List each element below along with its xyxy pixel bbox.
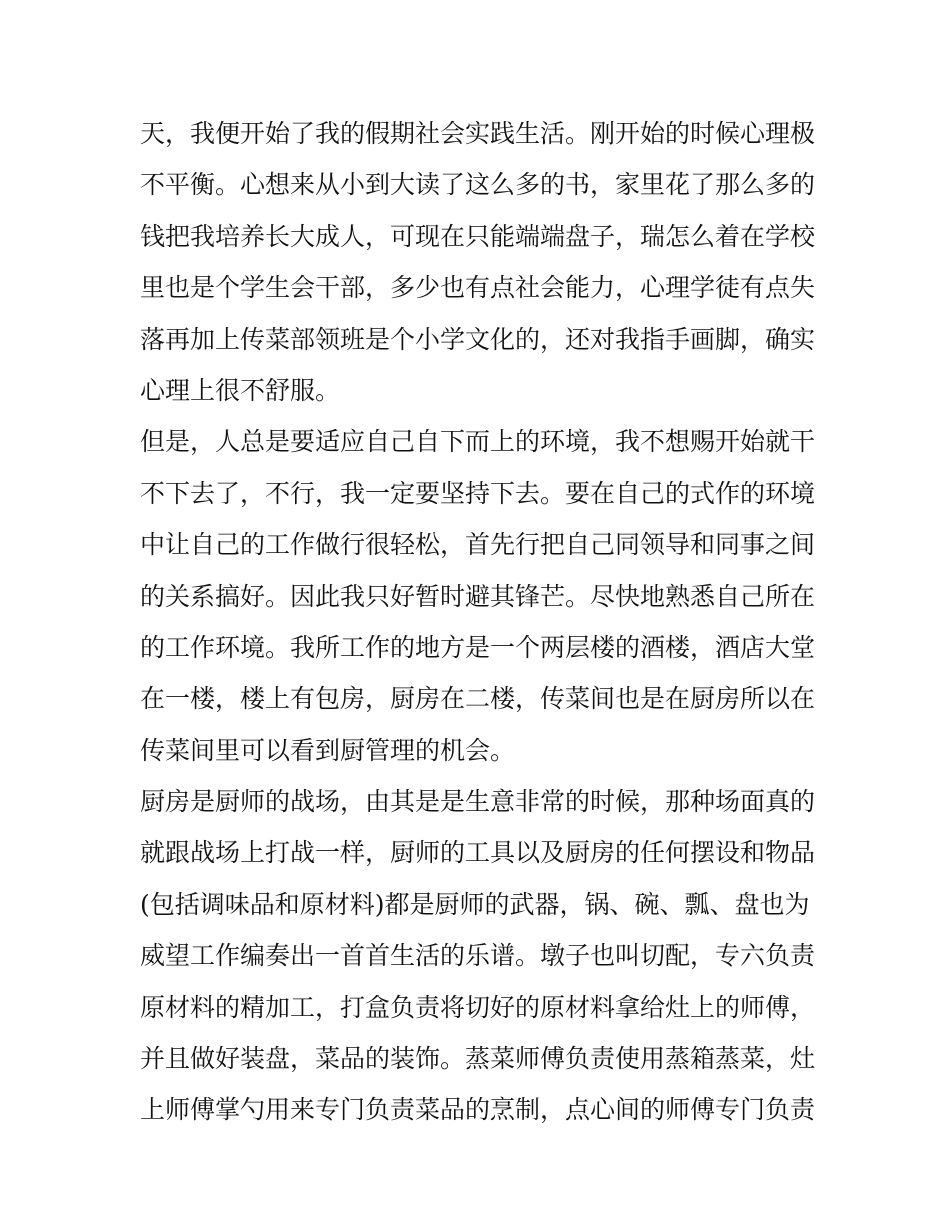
text-line: 厨房是厨师的战场，由其是是生意非常的时候，那种场面真的 bbox=[140, 787, 816, 817]
text-line: 原材料的精加工，打盒负责将切好的原材料拿给灶上的师傅， bbox=[140, 992, 816, 1022]
text-line: 但是，人总是要适应自己自下而上的环境，我不想赐开始就干 bbox=[140, 427, 816, 457]
text-line: 威望工作编奏出一首首生活的乐谱。墩子也叫切配，专六负责 bbox=[140, 941, 816, 971]
text-line: 的工作环境。我所工作的地方是一个两层楼的酒楼，酒店大堂 bbox=[140, 632, 816, 662]
text-line: 心理上很不舒服。 bbox=[140, 375, 341, 405]
text-line: 的关系搞好。因此我只好暂时避其锋芒。尽快地熟悉自己所在 bbox=[140, 581, 816, 611]
document-body bbox=[140, 108, 820, 1136]
text-line: 就跟战场上打战一样，厨师的工具以及厨房的任何摆设和物品 bbox=[140, 838, 816, 868]
text-line: 并且做好装盘，菜品的装饰。蒸菜师傅负责使用蒸箱蒸菜，灶 bbox=[140, 1044, 816, 1074]
text-line: 不平衡。心想来从小到大读了这么多的书，家里花了那么多的 bbox=[140, 170, 816, 200]
text-line: 里也是个学生会干部，多少也有点社会能力，心理学徒有点失 bbox=[140, 273, 816, 303]
text-line: 落再加上传菜部领班是个小学文化的，还对我指手画脚，确实 bbox=[140, 324, 816, 354]
text-line: 中让自己的工作做行很轻松，首先行把自己同领导和同事之间 bbox=[140, 530, 816, 560]
text-line: 不下去了，不行，我一定要坚持下去。要在自己的式作的环境 bbox=[140, 478, 816, 508]
text-line: 钱把我培养长大成人，可现在只能端端盘子，瑞怎么着在学校 bbox=[140, 221, 816, 251]
text-line: 天，我便开始了我的假期社会实践生活。刚开始的时候心理极 bbox=[140, 119, 816, 148]
text-line: 上师傅掌勺用来专门负责菜品的烹制，点心间的师傅专门负责 bbox=[140, 1095, 816, 1125]
text-line: 传菜间里可以看到厨管理的机会。 bbox=[140, 735, 516, 765]
text-line: 在一楼，楼上有包房，厨房在二楼，传菜间也是在厨房所以在 bbox=[140, 684, 816, 714]
text-line: (包括调味品和原材料)都是厨师的武器，锅、碗、瓢、盘也为 bbox=[140, 889, 810, 919]
